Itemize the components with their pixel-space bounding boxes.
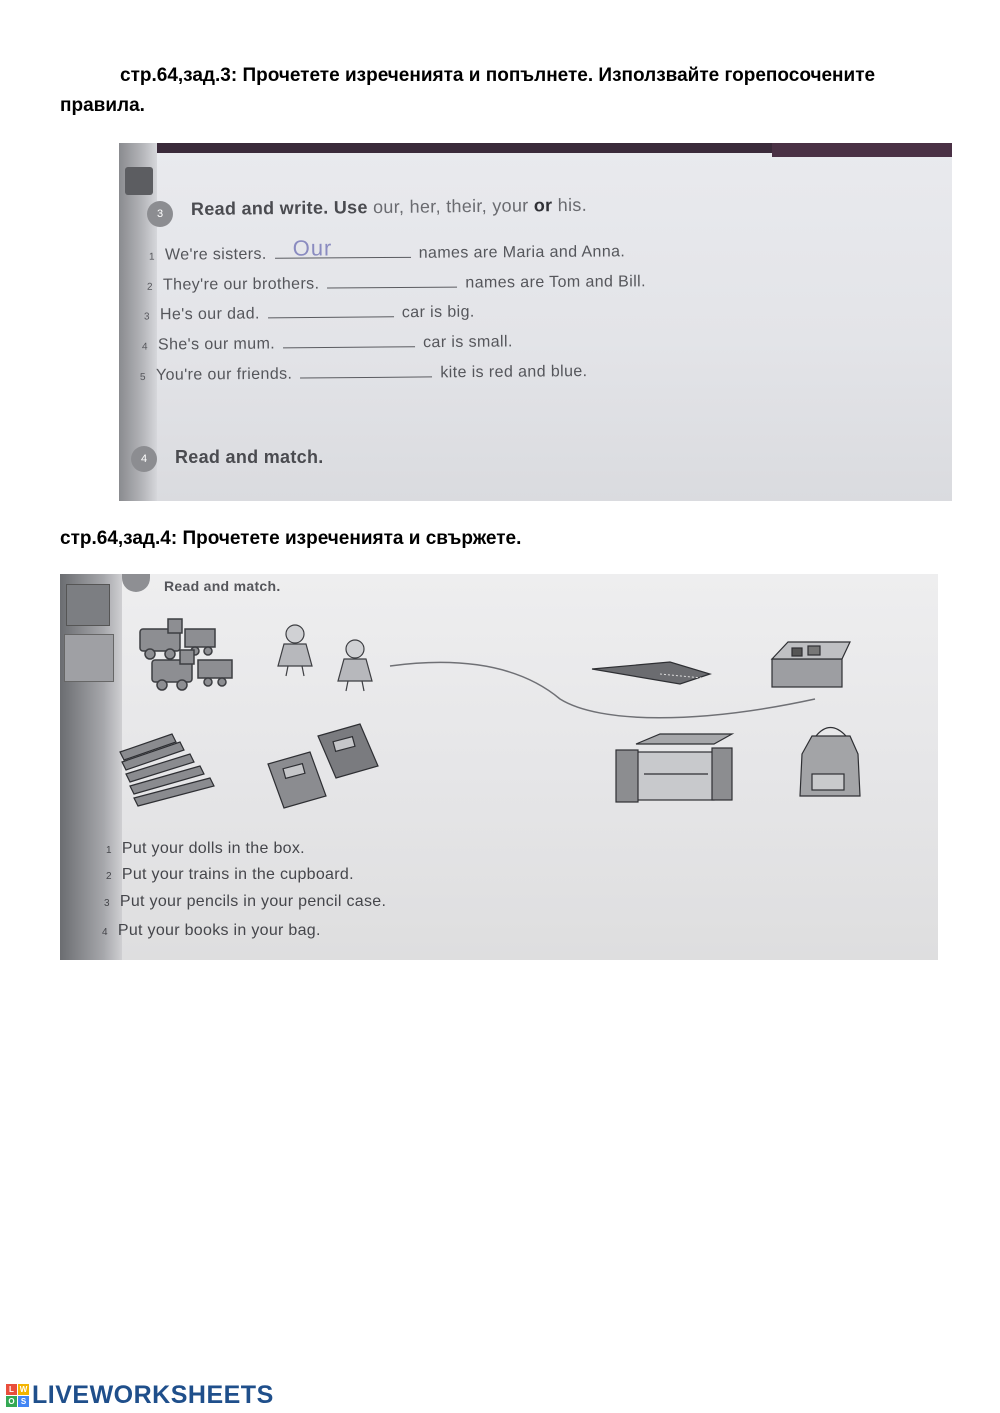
logo-letter: L bbox=[6, 1384, 17, 1395]
sentence-2 bbox=[147, 271, 646, 294]
word-their: their, bbox=[446, 195, 488, 217]
answer-blank-3[interactable] bbox=[268, 302, 394, 318]
sentence-number: 1 bbox=[106, 845, 112, 856]
liveworksheets-logo[interactable] bbox=[6, 1380, 274, 1410]
exercise4-title: Read and match. bbox=[164, 578, 281, 594]
sentence-number: 5 bbox=[139, 371, 147, 383]
logo-letter: S bbox=[18, 1396, 29, 1407]
sentence-1 bbox=[148, 235, 626, 264]
sentence-end: car is big. bbox=[401, 303, 475, 322]
answer-blank-5[interactable] bbox=[300, 362, 432, 378]
sentence-5 bbox=[140, 361, 588, 385]
sentence-number: 3 bbox=[104, 898, 110, 909]
answer-text: Our bbox=[292, 235, 333, 261]
spine-decoration bbox=[125, 167, 153, 195]
sentence-start: She's our mum. bbox=[157, 335, 276, 354]
exercise3-title bbox=[191, 195, 587, 220]
sentence-end: names are Tom and Bill. bbox=[465, 273, 646, 292]
sentence-start: We're sisters. bbox=[164, 245, 267, 264]
logo-mark-icon bbox=[6, 1384, 29, 1407]
sentence-end: kite is red and blue. bbox=[440, 363, 588, 382]
match-sentence-4 bbox=[102, 922, 321, 940]
trains-picture[interactable] bbox=[140, 619, 232, 690]
match-sentence-2 bbox=[106, 866, 354, 884]
word-our: our, bbox=[372, 196, 405, 218]
bag-picture[interactable] bbox=[800, 728, 860, 797]
word-or: or bbox=[533, 195, 553, 216]
pencil-case-picture[interactable] bbox=[592, 662, 710, 684]
logo-letter: O bbox=[6, 1396, 17, 1407]
pencils-picture[interactable] bbox=[120, 734, 214, 806]
sentence-4 bbox=[142, 331, 513, 354]
sentence-text[interactable]: Put your books in your bag. bbox=[117, 922, 321, 939]
word-her: her, bbox=[409, 196, 441, 217]
background-strip bbox=[772, 143, 952, 157]
sentence-number: 3 bbox=[143, 311, 151, 323]
sentence-end: names are Maria and Anna. bbox=[418, 243, 626, 262]
sentence-text[interactable]: Put your dolls in the box. bbox=[121, 840, 305, 857]
answer-blank-2[interactable] bbox=[327, 273, 457, 289]
sentence-end: car is small. bbox=[423, 333, 513, 352]
books-picture[interactable] bbox=[268, 724, 378, 808]
sentence-number: 4 bbox=[141, 341, 149, 353]
logo-letter: W bbox=[19, 1384, 28, 1394]
exercise3-title-prefix: Read and write. Use bbox=[190, 197, 368, 219]
exercise4-number-badge: 4 bbox=[131, 446, 157, 472]
sentence-start: You're our friends. bbox=[155, 365, 293, 384]
sentence-number: 2 bbox=[106, 871, 112, 882]
exercise3-number-badge: 3 bbox=[147, 201, 173, 227]
answer-blank-1[interactable] bbox=[275, 235, 411, 261]
dolls-picture[interactable] bbox=[278, 625, 372, 691]
exercise4-photo bbox=[60, 574, 938, 960]
sentence-start: They're our brothers. bbox=[162, 275, 320, 294]
match-sentence-1 bbox=[106, 840, 305, 858]
toy-box-picture[interactable] bbox=[772, 642, 850, 687]
sentence-number: 2 bbox=[146, 281, 154, 293]
answer-blank-4[interactable] bbox=[283, 332, 415, 348]
sentence-text[interactable]: Put your pencils in your pencil case. bbox=[119, 893, 387, 910]
sentence-start: He's our dad. bbox=[159, 305, 260, 324]
logo-text: LIVEWORKSHEETS bbox=[32, 1380, 274, 1409]
sentence-text[interactable]: Put your trains in the cupboard. bbox=[121, 866, 354, 883]
word-his: his. bbox=[557, 194, 588, 216]
sentence-number: 1 bbox=[148, 251, 156, 263]
sentence-number: 4 bbox=[102, 927, 108, 938]
task3-instruction: стр.64,зад.3: Прочетете изреченията и попълнете. Използвайте горепосочените правила. bbox=[60, 65, 876, 116]
next-exercise-title: Read and match. bbox=[175, 447, 324, 467]
cupboard-picture[interactable] bbox=[616, 734, 732, 802]
task4-instruction: стр.64,зад.4: Прочетете изреченията и свържете. bbox=[60, 528, 522, 549]
exercise3-photo bbox=[119, 143, 952, 501]
match-sentence-3 bbox=[104, 893, 386, 911]
word-your: your bbox=[492, 195, 529, 216]
sentence-3 bbox=[144, 302, 475, 325]
